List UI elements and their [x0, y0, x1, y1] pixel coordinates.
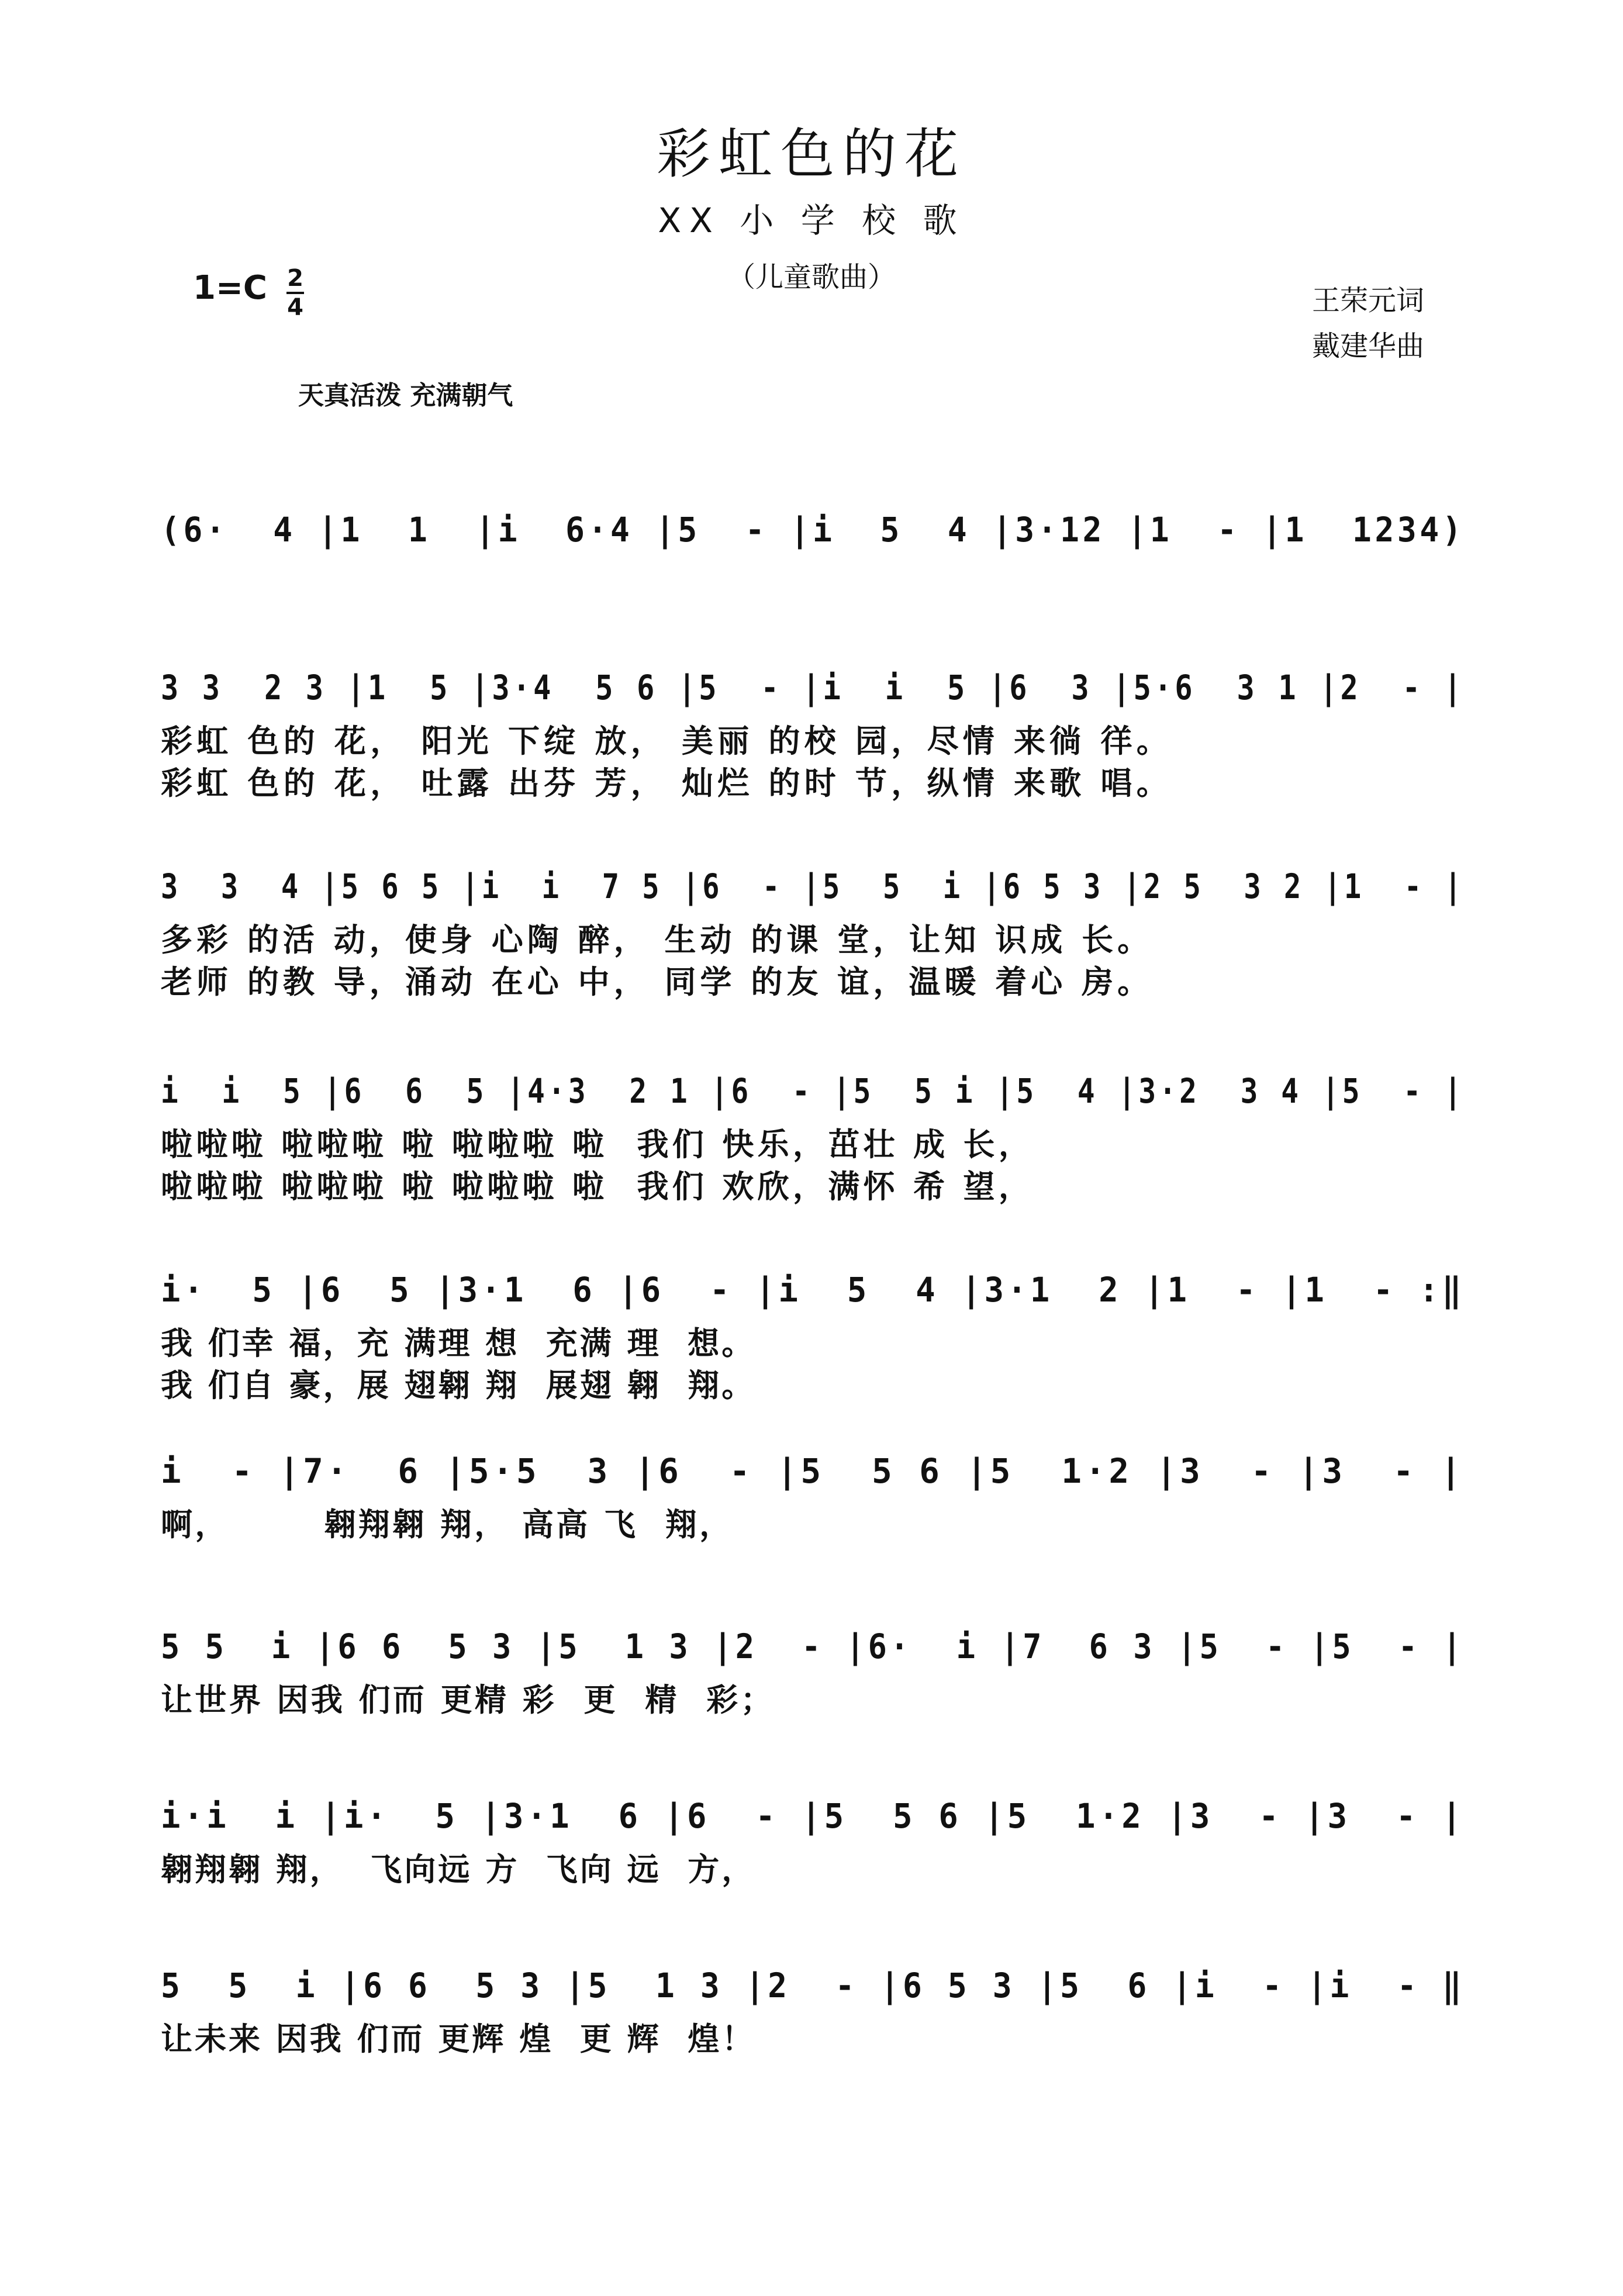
credits	[1312, 278, 1424, 369]
notes-line: i - |7· 6 |5·5 3 |6 - |5 5 6 |5 1·2 |3 - |3 - |	[161, 1451, 1465, 1491]
notes-line: (6· 4 |1 1 |i 6·4 |5 - |i 5 4 |3·12 |1 - |1 1234)	[161, 510, 1465, 550]
lyric-line: 啊， 翱翔翱 翔， 高高 飞 翔，	[161, 1506, 734, 1543]
score-system	[161, 1245, 1465, 1407]
lyric-line: 彩虹 色的 花， 阳光 下绽 放， 美丽 的校 园，尽情 来徜 徉。	[161, 723, 1172, 759]
song-title: 彩虹色的花	[656, 123, 966, 185]
score-system	[161, 1772, 1465, 1891]
lyric-line: 翱翔翱 翔， 飞向远 方 飞向 远 方，	[161, 1851, 756, 1888]
lyric-line: 老师 的教 导，涌动 在心 中， 同学 的友 谊，温暖 着心 房。	[161, 964, 1154, 1000]
key-signature: 1=C	[193, 269, 267, 307]
lyric-line: 我 们自 豪，展 翅翱 翔 展翅 翱 翔。	[161, 1367, 756, 1404]
score-system	[161, 1427, 1465, 1546]
lyricist: 王荣元词	[1311, 284, 1424, 317]
song-subtitle: XX 小 学 校 歌	[658, 201, 965, 240]
notes-line: i·i i |i· 5 |3·1 6 |6 - |5 5 6 |5 1·2 |3 - |3 - |	[161, 1796, 1465, 1836]
lyric-line: 让未来 因我 们而 更辉 煌 更 辉 煌！	[161, 2021, 756, 2057]
lyric-line: 彩虹 色的 花， 吐露 出芬 芳， 灿烂 的时 节，纵情 来歌 唱。	[161, 765, 1172, 802]
score-system	[161, 643, 1465, 805]
lyric-line: 啦啦啦 啦啦啦 啦 啦啦啦 啦 我们 快乐，茁壮 成 长，	[161, 1126, 1034, 1163]
notes-line: 5 5 i |6 6 5 3 |5 1 3 |2 - |6· i |7 6 3 |5 - |5 - |	[161, 1627, 1465, 1666]
score-system	[161, 485, 1465, 550]
tempo-marking: 天真活泼 充满朝气	[298, 381, 513, 410]
time-denominator: 4	[287, 294, 303, 321]
notes-line: i· 5 |6 5 |3·1 6 |6 - |i 5 4 |3·1 2 |1 - |1 - :‖	[161, 1270, 1465, 1310]
lyric-line: 我 们幸 福，充 满理 想 充满 理 想。	[161, 1325, 756, 1362]
score-system	[161, 1047, 1465, 1208]
song-genre: （儿童歌曲）	[727, 261, 896, 294]
score-system	[161, 842, 1465, 1003]
score-system	[161, 1941, 1465, 2060]
time-signature	[286, 266, 304, 320]
notes-line: 3 3 4 |5 6 5 |i i 7 5 |6 - |5 5 i |6 5 3 |2 5 3 2 |1 - |	[161, 866, 1465, 906]
notes-line: 3 3 2 3 |1 5 |3·4 5 6 |5 - |i i 5 |6 3 |5·6 3 1 |2 - |	[161, 668, 1465, 707]
composer: 戴建华曲	[1311, 330, 1424, 362]
lyric-line: 多彩 的活 动，使身 心陶 醉， 生动 的课 堂，让知 识成 长。	[161, 921, 1154, 958]
lyric-line: 让世界 因我 们而 更精 彩 更 精 彩；	[161, 1682, 775, 1718]
notes-line: 5 5 i |6 6 5 3 |5 1 3 |2 - |6 5 3 |5 6 |i - |i - ‖	[161, 1966, 1465, 2005]
lyric-line: 啦啦啦 啦啦啦 啦 啦啦啦 啦 我们 欢欣，满怀 希 望，	[161, 1168, 1034, 1205]
notes-line: i i 5 |6 6 5 |4·3 2 1 |6 - |5 5 i |5 4 |3·2 3 4 |5 - |	[161, 1071, 1465, 1111]
time-numerator: 2	[287, 265, 303, 292]
score-system	[161, 1602, 1465, 1721]
